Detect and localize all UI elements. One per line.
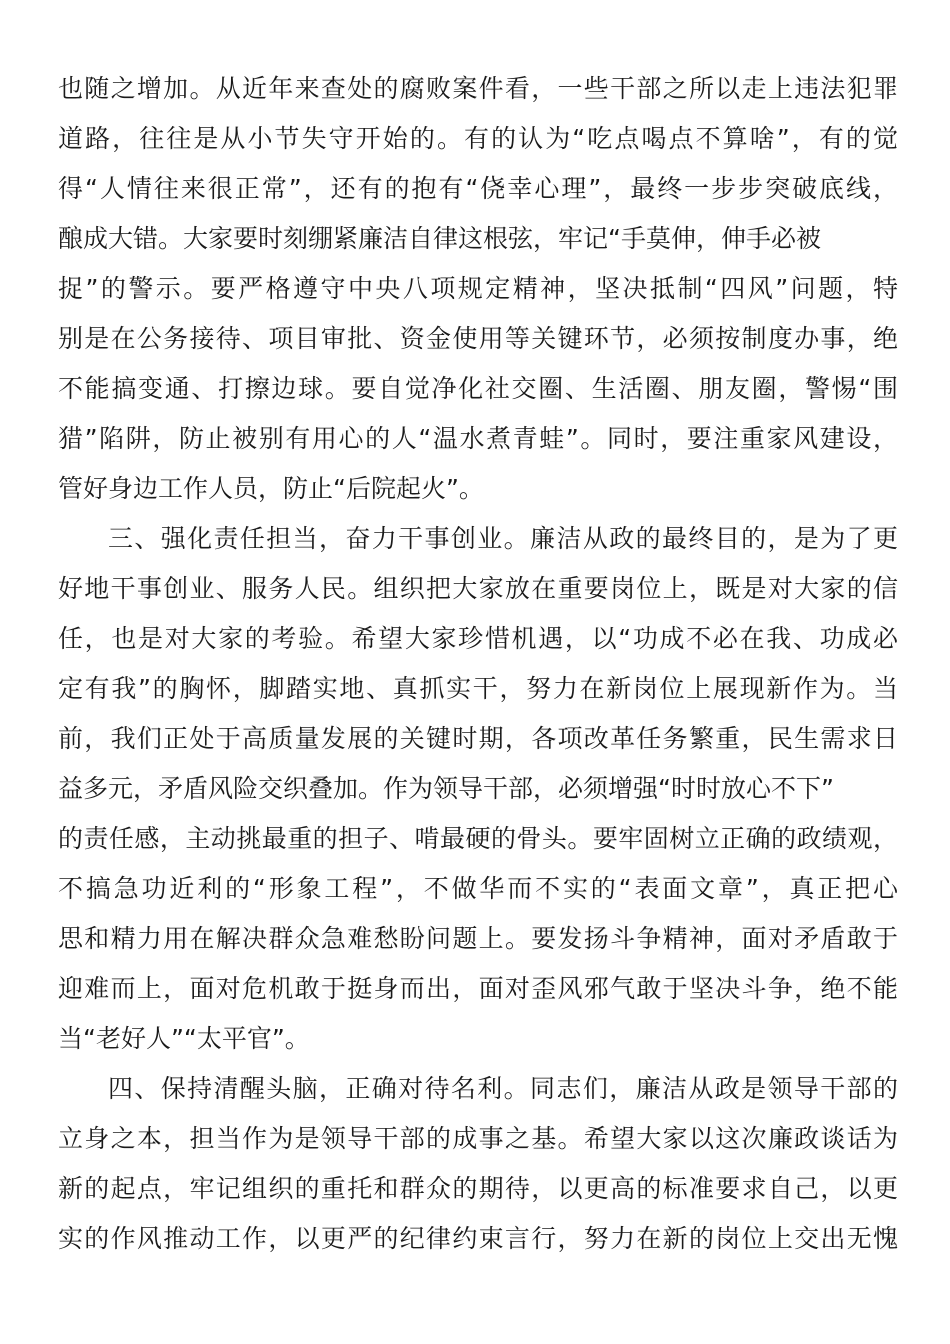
text-line: 迎难而上，面对危机敢于挺身而出，面对歪风邪气敢于坚决斗争，绝不能 [58, 974, 898, 1003]
text-line: 酿成大错。大家要时刻绷紧廉洁自律这根弦，牢记“手莫伸，伸手必被 [58, 224, 821, 253]
text-line: 定有我”的胸怀，脚踏实地、真抓实干，努力在新岗位上展现新作为。当 [58, 674, 898, 703]
text-line: 不能搞变通、打擦边球。要自觉净化社交圈、生活圈、朋友圈，警惕“围 [58, 374, 898, 403]
section-four-heading-line: 四、保持清醒头脑，正确对待名利。同志们，廉洁从政是领导干部的 [108, 1074, 898, 1103]
text-line: 当“老好人”“太平官”。 [58, 1024, 310, 1053]
text-line: 也随之增加。从近年来查处的腐败案件看，一些干部之所以走上违法犯罪 [58, 74, 898, 103]
text-line: 的责任感，主动挑最重的担子、啃最硬的骨头。要牢固树立正确的政绩观， [58, 824, 898, 853]
text-line: 任，也是对大家的考验。希望大家珍惜机遇，以“功成不必在我、功成必 [58, 624, 898, 653]
text-line: 思和精力用在解决群众急难愁盼问题上。要发扬斗争精神，面对矛盾敢于 [58, 924, 898, 953]
text-line: 益多元，矛盾风险交织叠加。作为领导干部，必须增强“时时放心不下” [58, 774, 834, 803]
text-line: 好地干事创业、服务人民。组织把大家放在重要岗位上，既是对大家的信 [58, 574, 898, 603]
body-text [58, 64, 898, 1264]
text-line: 猎”陷阱，防止被别有用心的人“温水煮青蛙”。同时，要注重家风建设， [58, 424, 898, 453]
text-line: 前，我们正处于高质量发展的关键时期，各项改革任务繁重，民生需求日 [58, 724, 898, 753]
text-line: 新的起点，牢记组织的重托和群众的期待，以更高的标准要求自己，以更 [58, 1174, 898, 1203]
text-line: 立身之本，担当作为是领导干部的成事之基。希望大家以这次廉政谈话为 [58, 1124, 898, 1153]
text-line: 实的作风推动工作，以更严的纪律约束言行，努力在新的岗位上交出无愧 [58, 1224, 898, 1253]
section-three-heading-line: 三、强化责任担当，奋力干事创业。廉洁从政的最终目的，是为了更 [108, 524, 898, 553]
text-line: 别是在公务接待、项目审批、资金使用等关键环节，必须按制度办事，绝 [58, 324, 898, 353]
text-line: 不搞急功近利的“形象工程”，不做华而不实的“表面文章”，真正把心 [58, 874, 898, 903]
text-line: 捉”的警示。要严格遵守中央八项规定精神，坚决抵制“四风”问题，特 [58, 274, 898, 303]
text-line: 道路，往往是从小节失守开始的。有的认为“吃点喝点不算啥”，有的觉 [58, 124, 898, 153]
text-line: 得“人情往来很正常”，还有的抱有“侥幸心理”，最终一步步突破底线， [58, 174, 898, 203]
text-line: 管好身边工作人员，防止“后院起火”。 [58, 474, 484, 503]
